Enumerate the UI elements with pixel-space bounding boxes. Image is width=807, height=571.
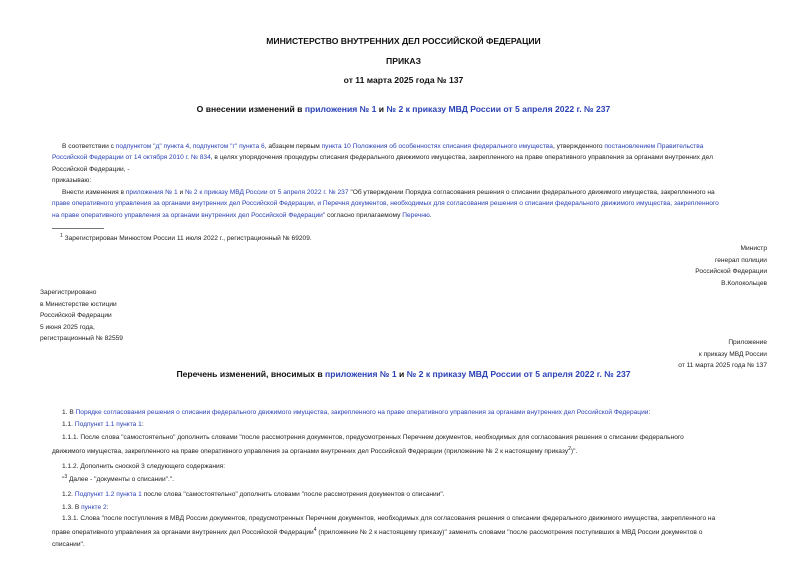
- link-subparagraph-d-4[interactable]: подпунктом "д" пункта 4: [115, 143, 190, 150]
- item-text: 1.1.: [62, 420, 75, 428]
- signature-name: В.Колокольцев: [721, 279, 767, 287]
- link-order-appendix-1[interactable]: приложения № 1: [125, 189, 178, 196]
- preamble-paragraph: [52, 141, 772, 187]
- item-1-1-1: 1.1.1. После слова "самостоятельно" дополнить словами "после рассмотрения документов, предусмотренных Перечнем документов, необходимых для согласования решения о списании федерального: [62, 434, 684, 442]
- link-subparagraph-1-2[interactable]: Подпункт 1.2 пункта 1: [74, 490, 142, 498]
- preamble-text: , утвержденного: [552, 143, 605, 150]
- item-text: 1.3. В: [62, 503, 82, 511]
- changes-title-prefix: Перечень изменений, вносимых в: [176, 369, 326, 379]
- order-date-number: от 11 марта 2025 года № 137: [343, 75, 464, 85]
- appendix-order-ref: к приказу МВД России: [698, 350, 767, 358]
- item-1-3-1-cont: [52, 525, 772, 539]
- link-order-appendix-2[interactable]: № 2 к приказу МВД России от 5 апреля 2022 г. № 237: [185, 189, 349, 196]
- order-text: .: [429, 211, 432, 219]
- item-1: [52, 407, 772, 419]
- signature-country: Российской Федерации: [695, 268, 767, 276]
- order-text: "Об утверждении Порядка согласования решения о списании федерального движимого имущества, закрепленного на: [348, 189, 715, 196]
- footnote-text: Зарегистрирован Минюстом России 11 июля 2022 г., регистрационный № 69209.: [64, 235, 312, 243]
- appendix-block: [567, 337, 767, 372]
- registration-line-3: Российской Федерации: [40, 312, 112, 320]
- item-text: Далее - "документы о списании".".: [67, 476, 174, 484]
- link-changes-list[interactable]: Перечню: [402, 211, 430, 219]
- changes-link-appendix-2[interactable]: № 2 к приказу МВД России от 5 апреля 2022 г. № 237: [406, 369, 631, 379]
- link-regulation-point-10[interactable]: пункта 10 Положения об особенностях списания федерального имущества: [321, 143, 553, 150]
- footnote-mark: 1: [60, 233, 63, 239]
- title-link-appendix-1[interactable]: приложения № 1: [304, 104, 377, 114]
- registration-number: регистрационный № 82559: [40, 335, 123, 343]
- order-text: согласно прилагаемому: [325, 211, 403, 219]
- item-1-3-1: 1.3.1. Слова "после поступления в МВД России документов, предусмотренных Перечнем документов, необходимых для согласования решения о списании федерального движимого имущества, закрепленного на: [62, 515, 716, 523]
- item-text: 1. В: [62, 409, 76, 416]
- link-subparagraph-1-1[interactable]: Подпункт 1.1 пункта 1: [74, 420, 142, 428]
- preamble-line-3: Российской Федерации, -: [52, 165, 130, 173]
- item-text: после слова "самостоятельно" дополнить словами "после рассмотрения документов о списании".: [141, 490, 445, 498]
- item-text: 1.2.: [62, 490, 75, 498]
- link-point-2[interactable]: пункте 2: [81, 503, 107, 511]
- order-word: приказываю:: [52, 177, 92, 185]
- order-title-and: и: [376, 104, 387, 114]
- signature-rank: генерал полиции: [714, 256, 767, 264]
- item-text: (приложение № 2 к настоящему приказу)" заменить словами "после рассмотрения поступивших в МВД России документов о: [316, 528, 703, 536]
- item-1-1-2-quote: [52, 472, 772, 486]
- ministry-heading: МИНИСТЕРСТВО ВНУТРЕННИХ ДЕЛ РОССИЙСКОЙ ФЕДЕРАЦИИ: [266, 36, 541, 46]
- item-1-3-1-end: списании".: [52, 540, 85, 548]
- item-text: ": [62, 476, 65, 484]
- appendix-date: от 11 марта 2025 года № 137: [678, 362, 767, 370]
- item-1-1-2: 1.1.2. Дополнить сноской 3 следующего содержания:: [62, 462, 226, 470]
- order-title-prefix: О внесении изменений в: [196, 104, 305, 114]
- registration-line-2: в Министерстве юстиции: [40, 300, 117, 308]
- appendix-label: Приложение: [728, 339, 767, 346]
- changes-title-and: и: [396, 369, 407, 379]
- order-text: и: [177, 189, 186, 196]
- signature-block: [567, 243, 767, 289]
- order-text: Внести изменения в: [62, 189, 126, 196]
- link-subparagraph-g-6[interactable]: подпунктом "г" пункта 6: [192, 143, 265, 150]
- preamble-text: В соответствии с: [62, 143, 116, 150]
- order-line-3-link[interactable]: на праве оперативного управления за органами внутренних дел Российской Федерации": [52, 211, 326, 219]
- order-line-2[interactable]: праве оперативного управления за органами внутренних дел Российской Федерации, и Перечня документов, необходимых для согласования решения о списании федерального движимого имущества, закрепленного: [52, 200, 719, 208]
- item-1-1-1-cont: [52, 444, 772, 458]
- preamble-text: ,: [189, 143, 193, 150]
- link-procedure[interactable]: Порядке согласования решения о списании федерального движимого имущества, закрепленного на праве оперативного управления за органами внутренних дел Российской Федерации: [75, 409, 649, 416]
- registration-date: 5 июня 2025 года,: [40, 323, 95, 331]
- footnote-3-mark: 3: [64, 474, 68, 481]
- order-title: [0, 104, 807, 114]
- link-government-decree[interactable]: постановлением Правительства: [604, 143, 704, 150]
- changes-link-appendix-1[interactable]: приложения № 1: [325, 369, 397, 379]
- doc-type-heading: ПРИКАЗ: [386, 56, 421, 66]
- title-link-appendix-2[interactable]: № 2 к приказу МВД России от 5 апреля 2022 г. № 237: [386, 104, 611, 114]
- item-1-2: [52, 489, 772, 501]
- item-text: :: [106, 503, 109, 511]
- item-text: :: [648, 409, 651, 416]
- link-government-decree-cont[interactable]: Российской Федерации от 14 октября 2010 г. № 834: [52, 154, 211, 162]
- changes-list: [52, 407, 772, 550]
- footnote-4-mark: 4: [313, 526, 317, 533]
- item-text: праве оперативного управления за органами внутренних дел Российской Федерации: [52, 528, 314, 536]
- registration-line-1: Зарегистрировано: [40, 289, 97, 296]
- item-1-3: [52, 502, 772, 514]
- item-text: :: [141, 420, 144, 428]
- footnote: [60, 230, 312, 245]
- footnote-divider: [52, 228, 104, 229]
- item-text: )".: [570, 447, 578, 455]
- preamble-text: , в целях упорядочения процедуры списания федерального движимого имущества, закрепленного на праве оперативного управления за органами внутренних дел: [210, 154, 713, 162]
- footnote-2-mark: 2: [568, 445, 571, 452]
- changes-title: [0, 369, 807, 379]
- preamble-text: , абзацем первым: [264, 143, 322, 150]
- order-paragraph: [52, 187, 772, 221]
- registration-block: [40, 287, 240, 345]
- item-1-1: [52, 419, 772, 431]
- signature-position: Министр: [740, 245, 767, 252]
- item-text: движимого имущества, закрепленного на праве оперативного управления за органами внутренних дел Российской Федерации (приложение № 2 к настоящему приказу: [52, 447, 569, 455]
